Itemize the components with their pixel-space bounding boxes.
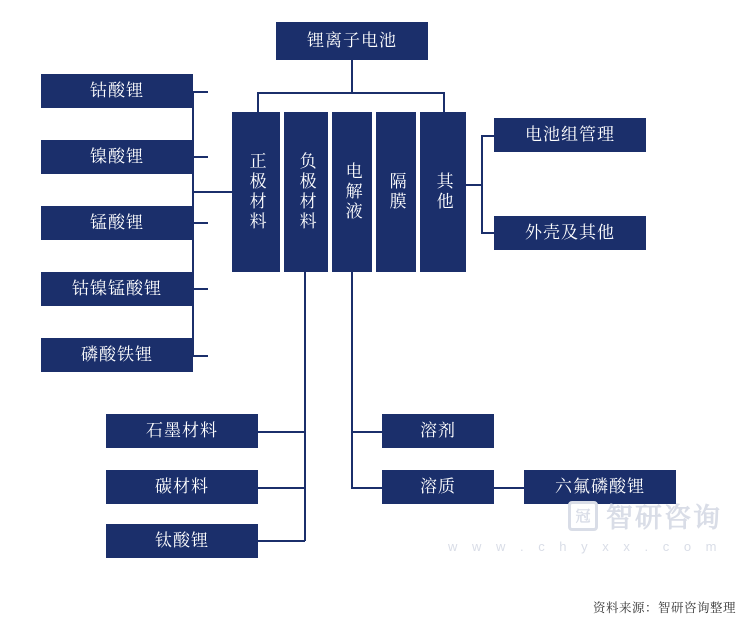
node-casing-and-others [494,216,646,250]
connector-cathode-branch-1 [192,91,208,93]
node-battery-pack-management [494,118,646,152]
node-anode-material [284,112,328,272]
source-note: 资料来源：智研咨询整理 [592,601,736,615]
node-root [276,22,428,60]
node-lifepo4 [41,338,193,372]
node-lifepo4-label: 磷酸铁锂 [81,345,153,365]
connector-anode-branch-2 [258,487,305,489]
connector-solute-to-detail [494,487,525,489]
connector-cathode-to-node [192,191,232,193]
node-cathode-material [232,112,280,272]
node-graphite-material [106,414,258,448]
brand-logo-glyph: 冠 [575,508,591,525]
node-solute-label: 溶质 [420,477,456,497]
connector-cathode-branch-4 [192,288,208,290]
connector-anode-branch-1 [258,431,305,433]
connector-cathode-branch-2 [192,156,208,158]
node-casing-and-others-label: 外壳及其他 [525,223,615,243]
connector-others-to-spine [466,184,482,186]
node-lithium-manganese-oxide-label: 锰酸锂 [90,213,144,233]
node-lithium-titanate-label: 钛酸锂 [155,531,209,551]
connector-root-stem [351,60,353,93]
node-lithium-cobalt-oxide [41,74,193,108]
connector-others-spine [481,135,483,233]
watermark [448,496,722,554]
connector-root-bus [257,92,444,94]
node-solvent-label: 溶剂 [420,421,456,441]
brand-name: 智研咨询 [606,503,722,533]
connector-root-drop-1 [257,92,259,112]
connector-electrolyte-branch-2 [351,487,383,489]
connector-electrolyte-branch-1 [351,431,383,433]
node-lithium-hexafluorophosphate-label: 六氟磷酸锂 [555,477,645,497]
node-separator-label: 隔膜 [386,172,406,212]
watermark-brand-row [448,496,722,535]
node-graphite-material-label: 石墨材料 [146,421,218,441]
node-others-label: 其他 [433,172,453,212]
node-lithium-titanate [106,524,258,558]
node-lithium-manganese-oxide [41,206,193,240]
node-lithium-cobalt-oxide-label: 钴酸锂 [90,81,144,101]
node-others [420,112,466,272]
connector-root-drop-2 [443,92,445,112]
connector-electrolyte-spine [351,272,353,488]
node-nmc-label: 钴镍锰酸锂 [72,279,162,299]
node-nmc [41,272,193,306]
node-separator [376,112,416,272]
brand-url: w w w . c h y x x . c o m [447,539,722,554]
brand-logo-icon [568,501,598,531]
node-root-label: 锂离子电池 [307,31,397,51]
node-cathode-material-label: 正极材料 [246,152,266,232]
node-electrolyte [332,112,372,272]
node-anode-material-label: 负极材料 [296,152,316,232]
node-electrolyte-label: 电解液 [342,162,362,222]
node-battery-pack-management-label: 电池组管理 [525,125,615,145]
node-carbon-material [106,470,258,504]
connector-others-branch-2 [481,232,495,234]
connector-cathode-branch-5 [192,355,208,357]
node-carbon-material-label: 碳材料 [155,477,209,497]
node-lithium-nickel-oxide [41,140,193,174]
connector-others-branch-1 [481,135,495,137]
node-lithium-nickel-oxide-label: 镍酸锂 [90,147,144,167]
node-solvent [382,414,494,448]
connector-cathode-branch-3 [192,222,208,224]
connector-anode-branch-3 [258,540,305,542]
connector-anode-spine [304,272,306,541]
